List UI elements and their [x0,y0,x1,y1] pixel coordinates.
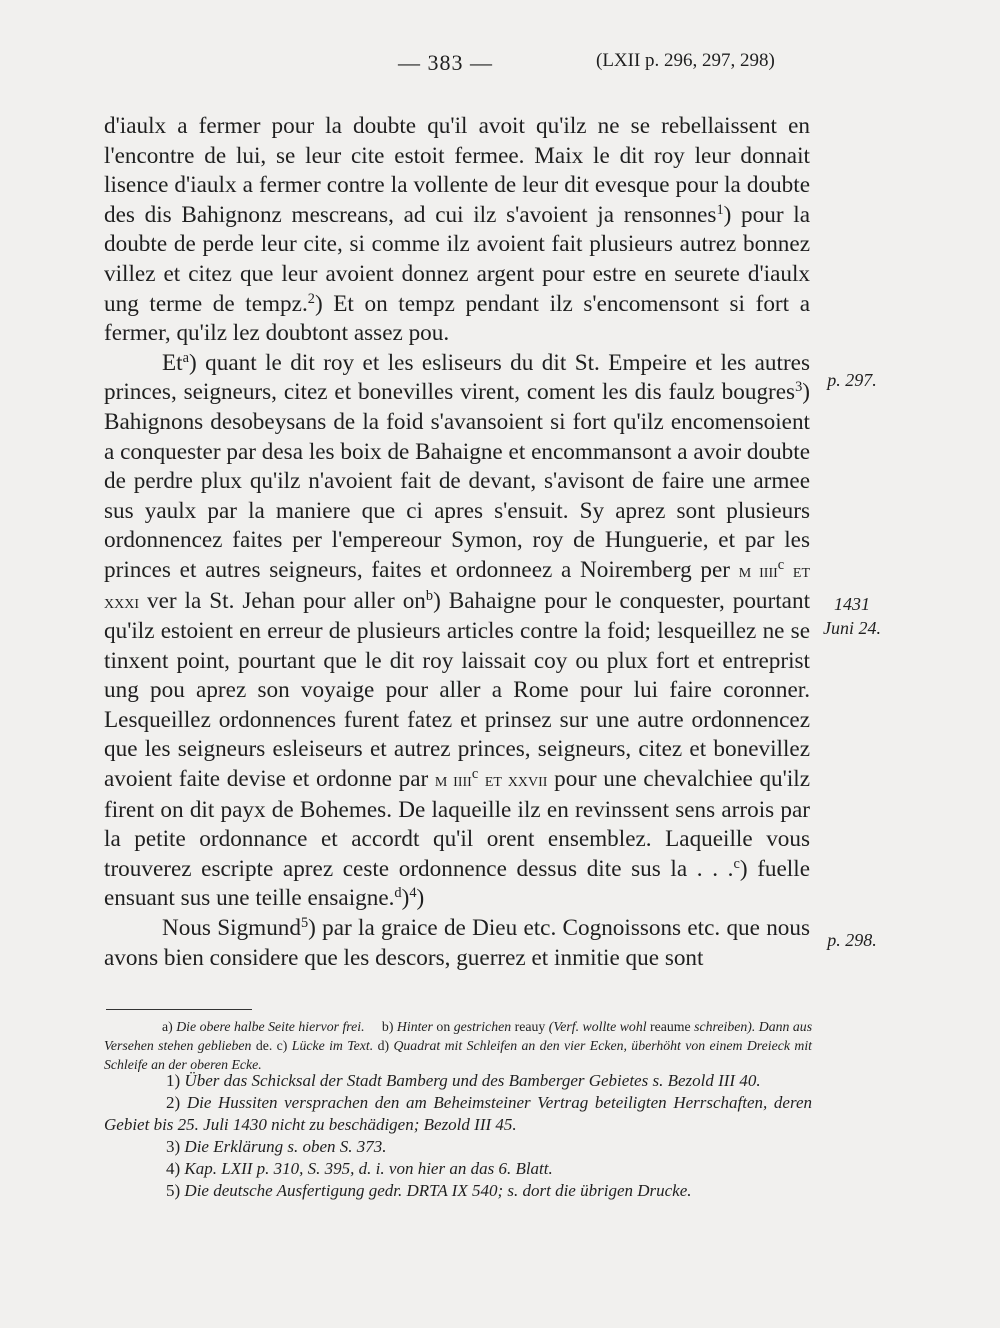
footnote-3: 3) Die Erklärung s. oben S. 373. [166,1137,387,1156]
footnote-5: 5) Die deutsche Ausfertigung gedr. DRTA IX 540; s. dort die übrigen Drucke. [166,1181,692,1200]
footnote-ref-b: b [425,587,434,604]
roman-date-2: m iiii [434,769,472,792]
margin-note-p297: p. 297. [827,370,877,390]
footnote-letters-text: a) Die obere halbe Seite hiervor frei. b) Hinter on gestrichen reauy (Verf. wollte wohl reaume schreiben). Dann aus Versehen stehen geblieben de. c) Lücke im Text. d) Quadrat mit Schleifen an den vier Ecken, überhöht von einem Dreieck mit Schleife an der oberen Ecke. [104,1019,813,1072]
margin-note-date: Juni 24. [823,618,881,638]
footnote-ref-d: d [394,885,402,902]
footnote-ref-5: 5 [300,915,309,932]
footnote-ref-3: 3 [795,379,803,396]
paragraph-1: d'iaulx a fermer pour la doubte qu'il avoit qu'ilz ne se rebellaissent en l'encontre de lui, se leur cite estoit fermee. Maix le dit roy leur donnait lisence d'iaulx a fermer contre la vollente de leur dit evesque pour la doubte des dis Bahignonz mescreans, ad cui ilz s'avoient ja rensonnes$^1$) pour la doubte de perde leur cite, si comme ilz avoient fait plusieurs autrez bonnez villez et citez que leur avoient donnez argent pour estre en seurete d'iaulx ung terme de tempz.$^2$) Et on tempz pendant ilz s'encomensont si fort a fermer, qu'ilz lez doubtont assez pou. [104,113,810,347]
footnote-rule [106,1009,252,1010]
page-header [0,50,1000,80]
page-number: — 383 — [398,50,493,75]
paragraph-3: Nous Sigmund$^5$) par la graice de Dieu etc. Cognoissons etc. que nous avons bien considere que les descors, guerrez et inmitie que sont [104,915,810,971]
header-reference: (LXII p. 296, 297, 298) [596,50,775,71]
footnote-2: 2) Die Hussiten versprachen den am Beheimsteiner Vertrag beteiligten Herrschaften, deren Gebiet bis 25. Juli 1430 nicht zu beschädigen; Bezold III 45. [104,1093,812,1134]
margin-note-p298: p. 298. [827,930,877,950]
footnote-ref-4: 4 [409,885,417,902]
footnote-ref-c: c [733,855,740,872]
footnotes-numbered [104,1070,812,1202]
margin-note-year: 1431 [834,594,870,614]
paragraph-2: Et$^a$) quant le dit roy et les esliseurs du dit St. Empeire et les autres princes, seigneurs, citez et bonevilles virent, coment les dis faulz bougres$^3$) Bahignons desobeysans de la foid s'avansoient si fort qu'ilz encomensoient a conquester par desa les boix de Bahaigne et encommansont a avoir doubte de perdre plux qu'ilz n'avoient fait de devant, s'avisont de faire une armee sus yaulx par la maniere que ci apres s'ensuit. Sy aprez sont plusieurs ordonnencez faites per l'empereour Symon, roy de Hunguerie, et par les princes et autres seigneurs, faites et ordonneez a Noiremberg per m iiii$^c$ et xxxi ver la St. Jehan pour aller $on^b$) Bahaigne pour le conquester, pourtant qu'ilz estoient en erreur de plusieurs articles contre la foid; lesqueillez ne se tinxent point, pourtant que le dit roy laissait coy ou plux fort et entreprist ung pou aprez son voyaige pour aller a Rome pour lui faire coronner. Lesqueillez ordonnences furent fatez et prinsez sur une autre ordonnencez que les seigneurs esleiseurs et autrez princes, seigneurs, citez et bonevillez avoient faite devise et ordonne par m iiii$^c$ et xxvii pour une chevalchiee qu'ilz firent on dit payx de Bohemes. De laqueille ilz en revinssent sens arrois par la petite ordonnance et accordt qu'il orent ensemblez. Laqueille vous trouverez escripte aprez ceste ordonnence dessus dite sus la . . .$^c$) fuelle ensuant sus une teille ensaigne.$^d$)$^4$) [104,349,811,912]
footnote-1: 1) Über das Schicksal der Stadt Bamberg und des Bamberger Gebietes s. Bezold III 40. [166,1071,761,1090]
footnote-ref-1: 1 [716,201,724,218]
footnote-ref-a: a [182,349,189,366]
roman-date-1: m iiii [738,559,778,582]
footnote-4: 4) Kap. LXII p. 310, S. 395, d. i. von hier an das 6. Blatt. [166,1159,553,1178]
footnotes-letters [104,1017,812,1074]
main-text [104,112,810,973]
footnote-ref-2: 2 [307,290,315,307]
